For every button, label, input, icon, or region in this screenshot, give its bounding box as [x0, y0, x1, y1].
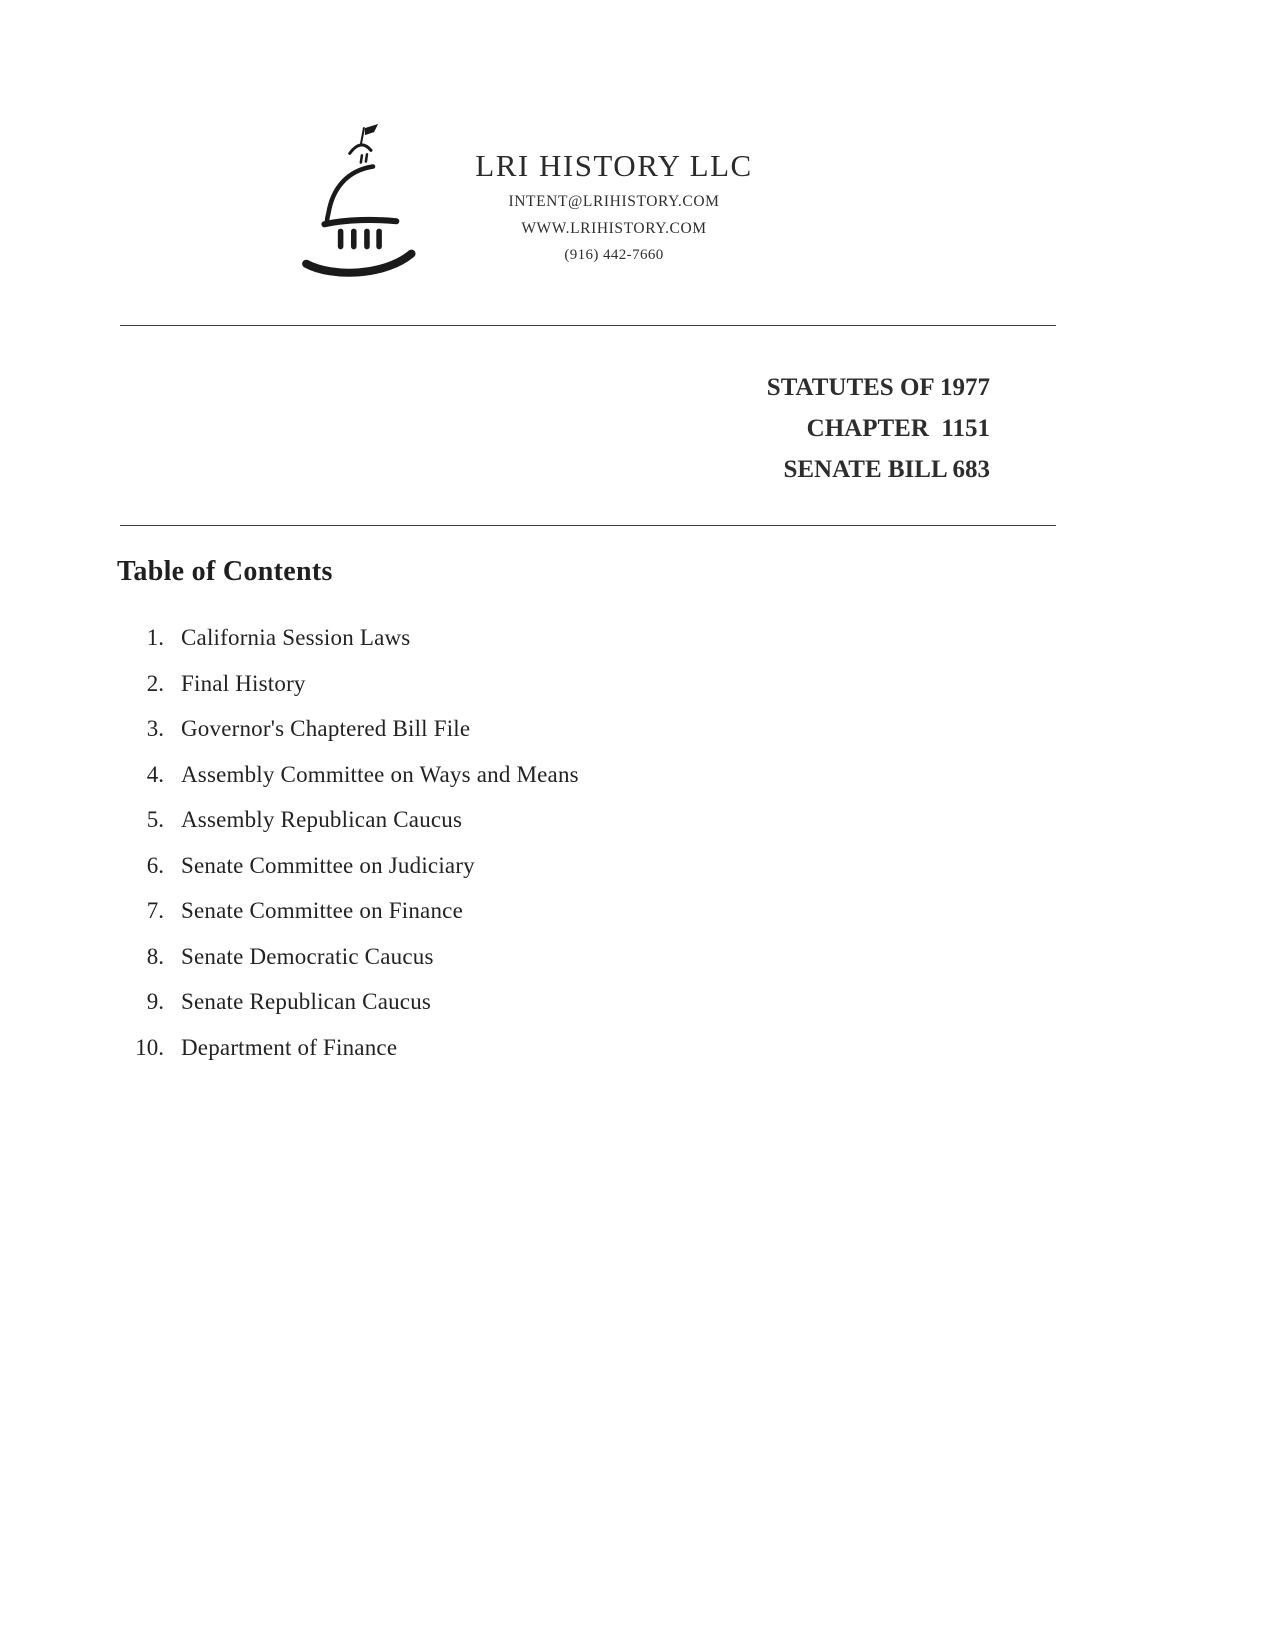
table-of-contents [117, 556, 1156, 1080]
senate-bill-line: SENATE BILL 683 [783, 456, 990, 483]
toc-item-label: Assembly Republican Caucus [181, 807, 463, 832]
toc-item-number: 2. [146, 670, 164, 696]
toc-item-label: Governor's Chaptered Bill File [181, 716, 471, 741]
toc-item [117, 853, 1156, 879]
company-phone: (916) 442-7660 [564, 247, 664, 263]
capitol-logo-icon [296, 122, 448, 284]
toc-item-number: 3. [146, 716, 164, 741]
statute-reference [767, 367, 990, 490]
toc-item-label: Assembly Committee on Ways and Means [181, 761, 579, 787]
toc-item [117, 762, 1156, 788]
toc-item-number: 8. [146, 943, 164, 969]
divider-bottom [120, 525, 1056, 526]
toc-item-label: Department of Finance [181, 1034, 398, 1060]
toc-item-label: Senate Democratic Caucus [181, 943, 434, 969]
toc-item-number: 9. [146, 989, 164, 1014]
toc-item-number: 4. [146, 761, 164, 787]
chapter-line: CHAPTER 1151 [806, 415, 990, 442]
toc-item-number: 1. [146, 625, 164, 650]
toc-list [117, 625, 1156, 1061]
toc-title: Table of Contents [117, 556, 333, 587]
toc-item [117, 671, 1156, 697]
toc-item [117, 807, 1156, 833]
letterhead [296, 122, 760, 284]
toc-item [117, 625, 1156, 651]
capitol-sketch-logo [296, 122, 448, 284]
toc-item-label: California Session Laws [181, 625, 411, 650]
divider-top [120, 325, 1056, 326]
company-email: INTENT@LRIHISTORY.COM [508, 193, 720, 210]
toc-item-label: Senate Committee on Judiciary [181, 852, 475, 878]
toc-item-number: 7. [146, 898, 164, 923]
company-website: WWW.LRIHISTORY.COM [521, 220, 707, 237]
company-name: LRI HISTORY LLC [475, 148, 753, 183]
toc-item-label: Final History [181, 670, 306, 696]
toc-item-number: 5. [146, 807, 164, 832]
toc-item-number: 10. [135, 1034, 164, 1060]
toc-item-label: Senate Republican Caucus [181, 989, 432, 1014]
letterhead-text [468, 122, 760, 264]
toc-item [117, 1035, 1156, 1061]
toc-item [117, 989, 1156, 1015]
toc-item [117, 716, 1156, 742]
toc-item [117, 944, 1156, 970]
statutes-year-line: STATUTES OF 1977 [766, 374, 990, 401]
toc-item-number: 6. [146, 852, 164, 878]
toc-item [117, 898, 1156, 924]
toc-item-label: Senate Committee on Finance [181, 898, 463, 923]
